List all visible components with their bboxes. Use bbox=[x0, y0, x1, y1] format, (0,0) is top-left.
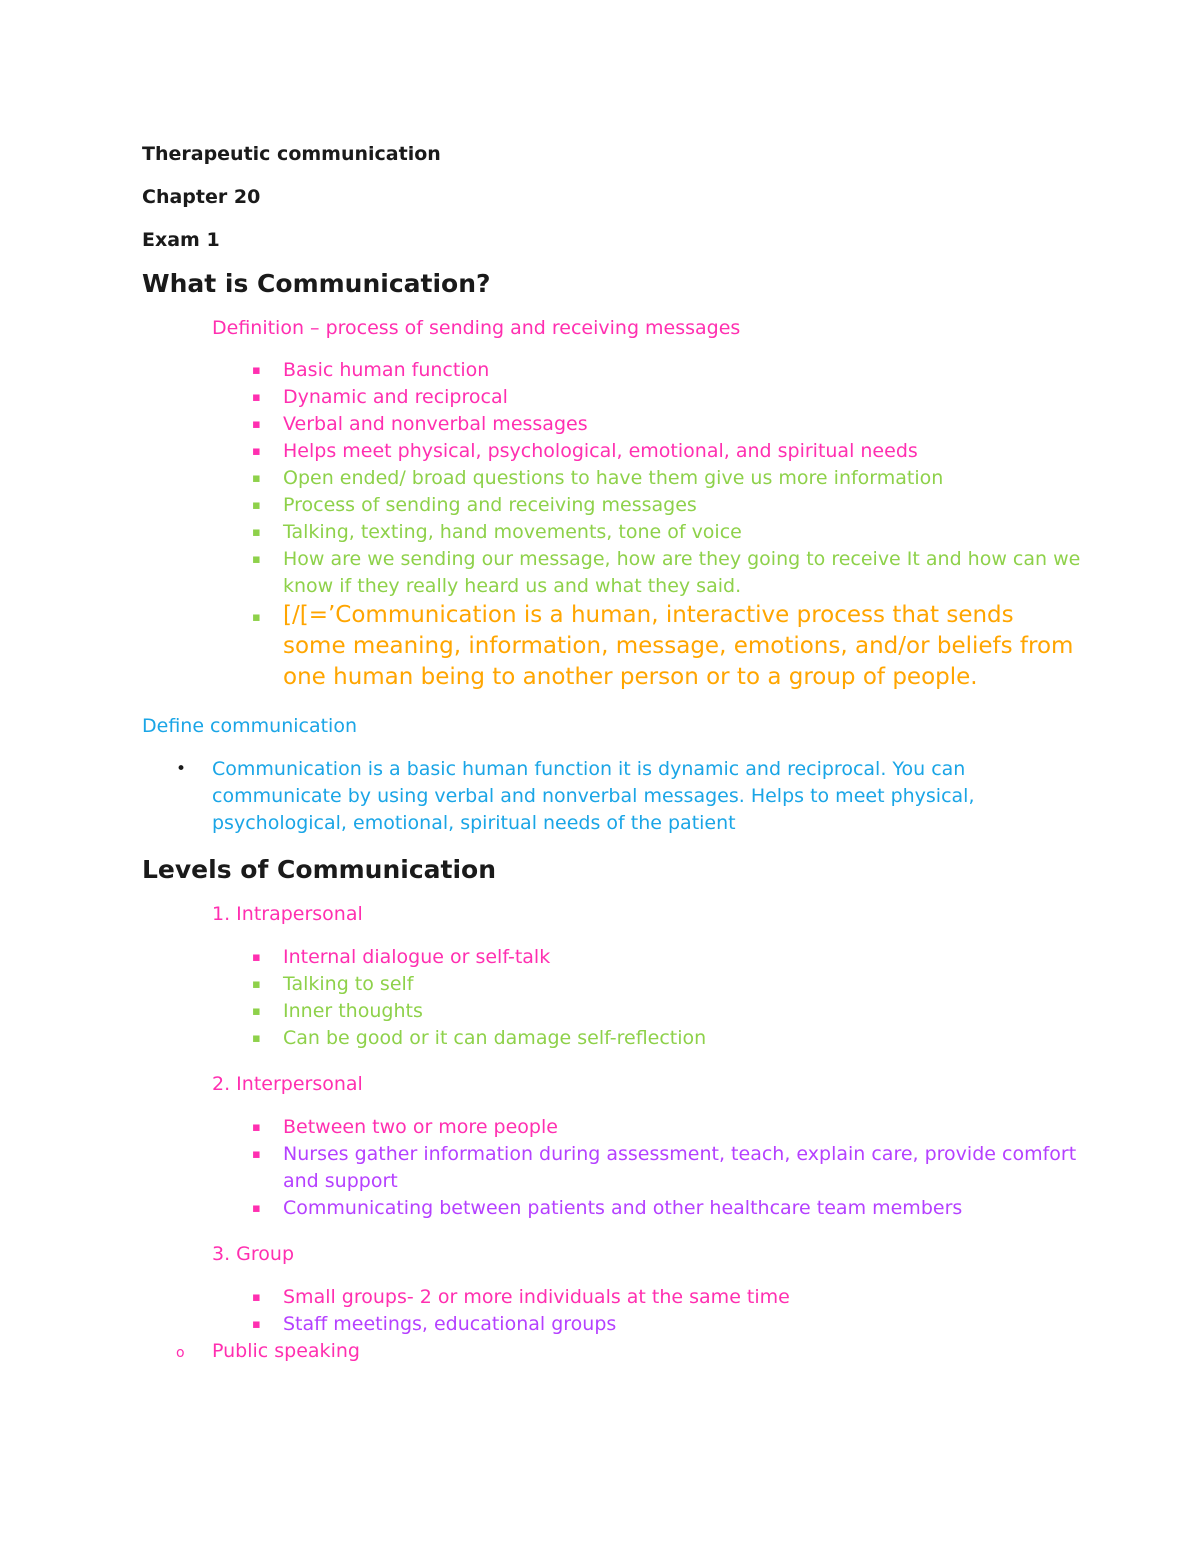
square-bullet-icon: ▪ bbox=[252, 471, 261, 486]
intrapersonal-bullets bbox=[142, 944, 1082, 1052]
square-bullet-icon: ▪ bbox=[252, 950, 261, 965]
list-item: ▪ Internal dialogue or self-talk bbox=[142, 944, 1082, 971]
list-item: ▪ Staff meetings, educational groups bbox=[142, 1311, 1082, 1338]
communication-bullets bbox=[142, 357, 1082, 693]
square-bullet-icon: ▪ bbox=[252, 977, 261, 992]
circle-bullet-icon: o bbox=[176, 1345, 185, 1361]
square-bullet-icon: ▪ bbox=[252, 444, 261, 459]
square-bullet-icon: ▪ bbox=[252, 1120, 261, 1135]
list-item: ▪ Talking, texting, hand movements, tone of voice bbox=[142, 519, 1082, 546]
square-bullet-icon: ▪ bbox=[252, 1004, 261, 1019]
list-item: ▪ How are we sending our message, how are they going to receive It and how can we know if they really heard us and what they said. bbox=[252, 548, 1081, 597]
square-bullet-icon: ▪ bbox=[252, 552, 261, 567]
define-communication-label: Define communication bbox=[142, 715, 357, 737]
list-item: ▪ Dynamic and reciprocal bbox=[142, 384, 1082, 411]
square-bullet-icon: ▪ bbox=[252, 498, 261, 513]
square-bullet-icon: ▪ bbox=[252, 525, 261, 540]
list-item: ▪ Inner thoughts bbox=[142, 998, 1082, 1025]
section-heading-what-is-communication: What is Communication? bbox=[142, 269, 491, 298]
list-item: ▪ Process of sending and receiving messages bbox=[142, 492, 1082, 519]
list-item: ▪ [/[=’Communication is a human, interactive process that sends some meaning, information, message, emotions, and/or beliefs from one human being to another person or to a group of people. bbox=[252, 602, 1074, 690]
square-bullet-icon: ▪ bbox=[252, 390, 261, 405]
define-bullets bbox=[142, 756, 1082, 837]
list-item: ▪ Can be good or it can damage self-reflection bbox=[142, 1025, 1082, 1052]
definition-line: Definition – process of sending and receiving messages bbox=[212, 317, 741, 339]
list-item: ▪ Between two or more people bbox=[142, 1114, 1082, 1141]
list-item: ▪ Talking to self bbox=[142, 971, 1082, 998]
level-interpersonal: 2. Interpersonal bbox=[212, 1073, 363, 1095]
square-bullet-icon: ▪ bbox=[252, 610, 261, 625]
document-page bbox=[142, 140, 1082, 1365]
section-heading-levels-of-communication: Levels of Communication bbox=[142, 855, 497, 884]
group-bullets bbox=[142, 1284, 1082, 1338]
square-bullet-icon: ▪ bbox=[252, 417, 261, 432]
square-bullet-icon: ▪ bbox=[252, 1317, 261, 1332]
level-group: 3. Group bbox=[212, 1243, 295, 1265]
square-bullet-icon: ▪ bbox=[252, 1201, 261, 1216]
level-intrapersonal: 1. Intrapersonal bbox=[212, 903, 363, 925]
square-bullet-icon: ▪ bbox=[252, 1147, 261, 1162]
list-item: ▪ Small groups- 2 or more individuals at the same time bbox=[142, 1284, 1082, 1311]
square-bullet-icon: ▪ bbox=[252, 1031, 261, 1046]
list-item: ▪ Communicating between patients and other healthcare team members bbox=[142, 1195, 1082, 1222]
list-item: ▪ Open ended/ broad questions to have them give us more information bbox=[142, 465, 1082, 492]
square-bullet-icon: ▪ bbox=[252, 363, 261, 378]
doc-chapter: Chapter 20 bbox=[142, 186, 261, 208]
list-item: ▪ Nurses gather information during assessment, teach, explain care, provide comfort and support bbox=[252, 1143, 1077, 1192]
doc-title: Therapeutic communication bbox=[142, 143, 441, 165]
doc-exam: Exam 1 bbox=[142, 229, 220, 251]
public-speaking-item: o Public speaking bbox=[142, 1338, 1082, 1365]
square-bullet-icon: ▪ bbox=[252, 1290, 261, 1305]
interpersonal-bullets bbox=[142, 1114, 1082, 1222]
list-item: ▪ Helps meet physical, psychological, emotional, and spiritual needs bbox=[142, 438, 1082, 465]
list-item: ▪ Basic human function bbox=[142, 357, 1082, 384]
dot-bullet-icon: • bbox=[176, 759, 187, 779]
list-item: ▪ Verbal and nonverbal messages bbox=[142, 411, 1082, 438]
list-item: • Communication is a basic human function it is dynamic and reciprocal. You can communicate by using verbal and nonverbal messages. Helps to meet physical, psychological, emotional, spiritual needs of the patient bbox=[176, 758, 975, 834]
